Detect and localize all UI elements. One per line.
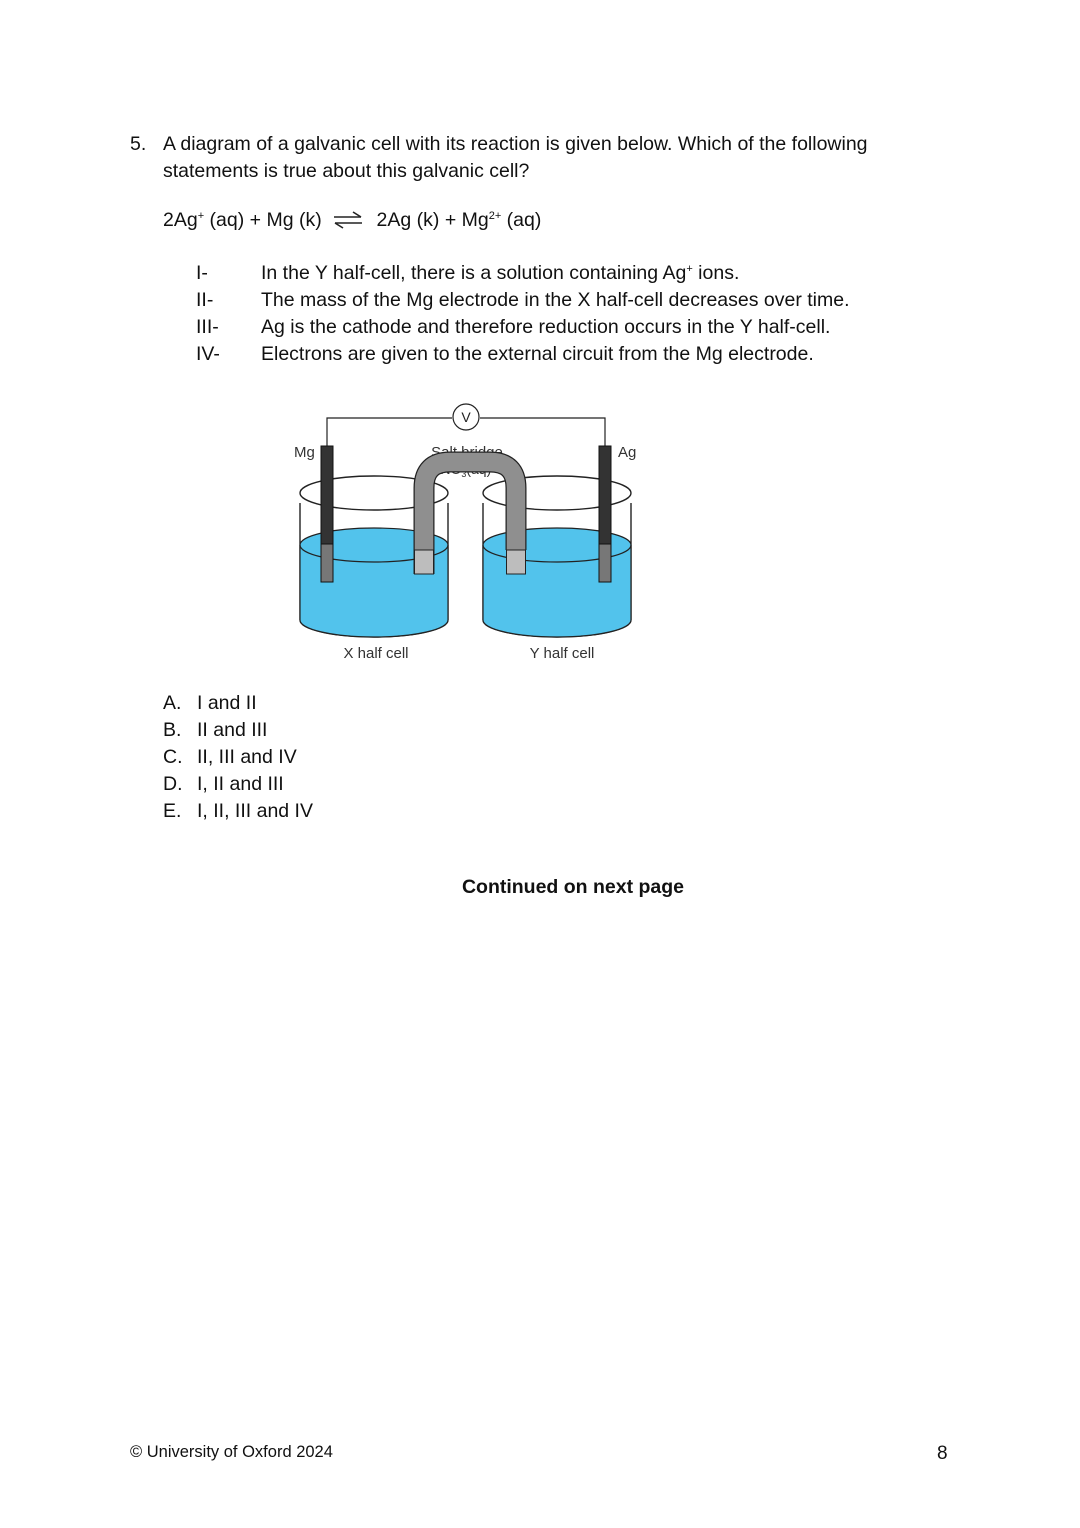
question-number: 5.: [130, 133, 147, 155]
equation-left-charge: +: [197, 210, 205, 222]
voltmeter-label: V: [461, 409, 471, 425]
equilibrium-arrow-icon: [331, 210, 365, 230]
statement-text: The mass of the Mg electrode in the X half-cell decreases over time.: [261, 289, 850, 311]
ag-electrode: [599, 446, 611, 582]
statement-text: Electrons are given to the external circuit from the Mg electrode.: [261, 343, 814, 365]
copyright-footer: © University of Oxford 2024: [130, 1443, 333, 1461]
salt-bridge-formula: $KNO_3(aq)$: [431, 461, 492, 479]
salt-bridge-label: Salt bridge: [431, 444, 503, 461]
equation-left-a: 2Ag: [163, 209, 198, 231]
answer-option[interactable]: D. I, II and III: [163, 773, 284, 795]
equation-right-a: 2Ag (k) + Mg: [376, 209, 489, 231]
answer-option[interactable]: B. II and III: [163, 719, 268, 741]
statement-text: In the Y half-cell, there is a solution containing Ag+ ions.: [261, 262, 740, 284]
mg-electrode-label: Mg: [294, 444, 315, 461]
galvanic-cell-diagram: [280, 398, 660, 670]
answer-option[interactable]: C. II, III and IV: [163, 746, 297, 768]
statement-number: III-: [196, 316, 219, 338]
continued-note: Continued on next page: [461, 876, 685, 898]
page-number: 8: [937, 1443, 948, 1464]
y-half-cell-label: Y half cell: [529, 645, 595, 662]
equation-right-charge: 2+: [488, 210, 502, 222]
mg-electrode: [321, 446, 333, 582]
salt-bridge-tube: [415, 462, 526, 574]
question-text: A diagram of a galvanic cell with its reaction is given below. Which of the following statements is true about this galvanic cell?: [163, 133, 868, 182]
statement-number: IV-: [196, 343, 220, 365]
equation-left-b: (aq) + Mg (k): [204, 209, 322, 231]
statement-text: Ag is the cathode and therefore reduction occurs in the Y half-cell.: [261, 316, 831, 338]
reaction-equation: [163, 209, 541, 232]
statement-number: II-: [196, 289, 214, 311]
x-half-cell-label: X half cell: [343, 645, 409, 662]
answer-option[interactable]: E. I, II, III and IV: [163, 800, 313, 822]
equation-right-b: (aq): [501, 209, 542, 231]
ag-electrode-label: Ag: [618, 444, 637, 461]
answer-option[interactable]: A. I and II: [163, 692, 257, 714]
statement-number: I-: [196, 262, 208, 284]
